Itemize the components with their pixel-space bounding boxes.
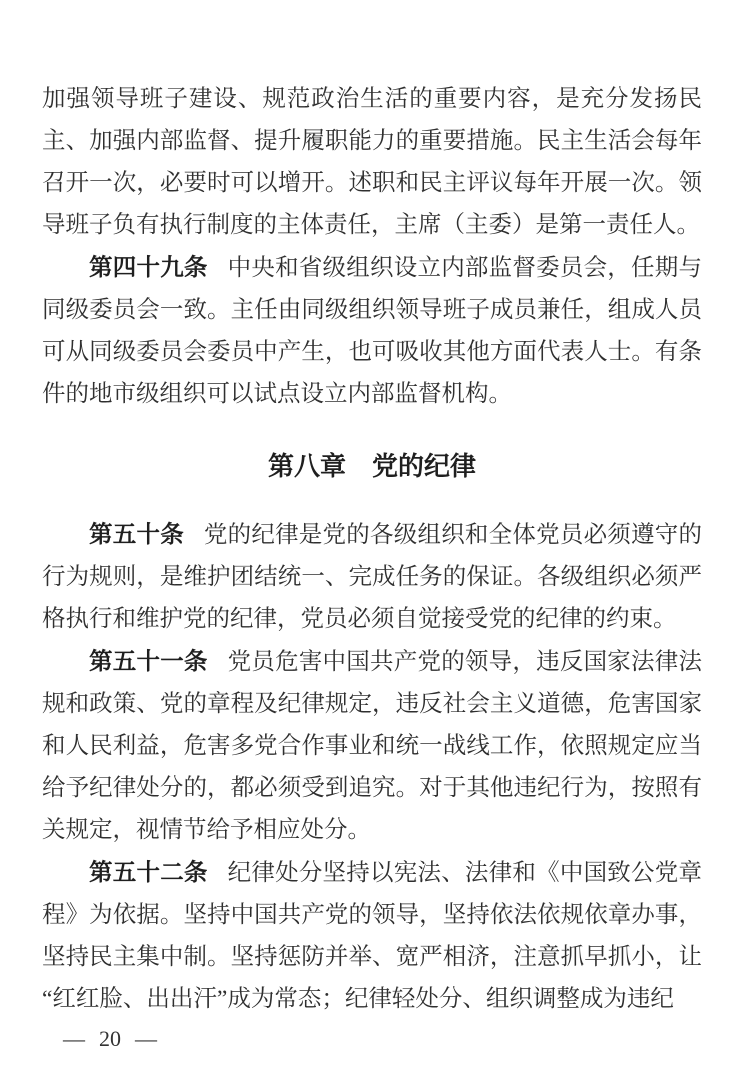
paragraph-article-52 xyxy=(42,851,702,1020)
article-50-text: 党的纪律是党的各级组织和全体党员必须遵守的行为规则，是维护团结统一、完成任务的保证。各级组织必须严格执行和维护党的纪律，党员必须自觉接受党的纪律的约束。 xyxy=(42,522,702,632)
paragraph-article-49 xyxy=(42,246,702,415)
article-52-text: 纪律处分坚持以宪法、法律和《中国致公党章程》为依据。坚持中国共产党的领导，坚持依法依规依章办事，坚持民主集中制。坚持惩防并举、宽严相济，注意抓早抓小，让“红红脸、出出汗”成为常态；纪律轻处分、组织调整成为违纪 xyxy=(42,860,703,1012)
article-49-label: 第四十九条 xyxy=(89,254,208,280)
article-51-label: 第五十一条 xyxy=(89,648,208,674)
paragraph-article-51 xyxy=(42,640,702,851)
footer-dash-left: — xyxy=(63,1026,85,1051)
article-50-label: 第五十条 xyxy=(89,521,184,547)
chapter-heading: 第八章 党的纪律 xyxy=(267,451,476,481)
footer-dash-right: — xyxy=(135,1026,157,1051)
paragraph-article-50 xyxy=(42,513,702,640)
article-49-text: 中央和省级组织设立内部监督委员会，任期与同级委员会一致。主任由同级组织领导班子成员兼任，组成人员可从同级委员会委员中产生，也可吸收其他方面代表人士。有条件的地市级组织可以试点设立内部监督机构。 xyxy=(42,255,703,407)
article-51-text: 党员危害中国共产党的领导，违反国家法律法规和政策、党的章程及纪律规定，违反社会主义道德，危害国家和人民利益，危害多党合作事业和统一战线工作，依照规定应当给予纪律处分的，都必须受到追究。对于其他违纪行为，按照有关规定，视情节给予相应处分。 xyxy=(42,649,703,843)
article-52-label: 第五十二条 xyxy=(89,859,208,885)
page-content xyxy=(42,78,702,1020)
page-number: 20 xyxy=(99,1026,121,1051)
paragraph-continuation: 加强领导班子建设、规范政治生活的重要内容，是充分发扬民主、加强内部监督、提升履职能力的重要措施。民主生活会每年召开一次，必要时可以增开。述职和民主评议每年开展一次。领导班子负有执行制度的主体责任，主席（主委）是第一责任人。 xyxy=(42,86,702,238)
page-footer xyxy=(56,1024,164,1054)
